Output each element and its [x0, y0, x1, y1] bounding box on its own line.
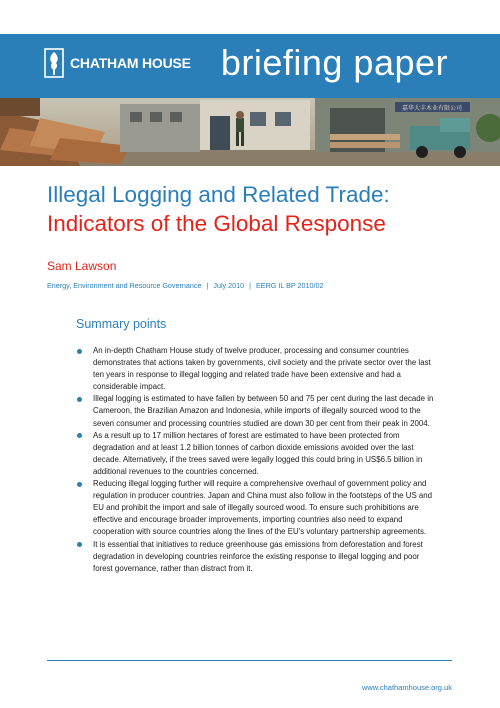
- summary-points-list: [72, 345, 434, 575]
- title-line-1: Illegal Logging and Related Trade:: [47, 182, 390, 207]
- programme-name: Energy, Environment and Resource Governance: [47, 281, 202, 290]
- document-meta: [47, 281, 324, 290]
- summary-point: [72, 393, 434, 429]
- summary-point-text: Illegal logging is estimated to have fallen by between 50 and 75 per cent during the last decade in Cameroon, the Brazilian Amazon and Indonesia, while imports of illegally sourced wood to the seven consumer and processing countries studied are down 30 per cent from their peak in 2004.: [93, 394, 434, 428]
- author-name: Sam Lawson: [47, 259, 117, 273]
- publication-date: July 2010: [213, 281, 245, 290]
- summary-heading: Summary points: [76, 317, 167, 331]
- bullet-icon: [77, 542, 82, 547]
- chatham-house-logo-icon: [44, 48, 64, 78]
- title-line-2: Indicators of the Global Response: [47, 211, 386, 236]
- bullet-icon: [77, 482, 82, 487]
- meta-separator: |: [249, 281, 252, 290]
- org-name: CHATHAM HOUSE: [70, 55, 191, 71]
- bullet-icon: [77, 433, 82, 438]
- bullet-icon: [77, 349, 82, 354]
- meta-separator: |: [206, 281, 209, 290]
- summary-point: [72, 430, 434, 478]
- summary-point: [72, 539, 434, 575]
- footer-website-link[interactable]: www.chathamhouse.org.uk: [361, 683, 452, 692]
- footer-divider: [47, 660, 452, 661]
- page-title: [47, 180, 467, 238]
- photo-sign-text: 嘉华大丰木业有限公司: [401, 105, 463, 112]
- summary-point-text: It is essential that initiatives to reduce greenhouse gas emissions from deforestation and forest degradation in developing countries reinforce the existing response to illegal logging and poor forest governance, rather than distract from it.: [93, 539, 423, 573]
- header-photo: [0, 98, 500, 166]
- summary-point: [72, 478, 434, 538]
- document-reference: EERG IL BP 2010/02: [256, 281, 324, 290]
- summary-point-text: As a result up to 17 million hectares of forest are estimated to have been protected from degradation and at least 1.2 billion tonnes of carbon dioxide emissions avoided over the last decade. Alternatively, if the trees saved were legally logged this could bring in US$6.5 billion in additional revenues to the countries concerned.: [93, 430, 423, 476]
- summary-point: [72, 345, 434, 393]
- document-type-title: briefing paper: [220, 42, 448, 83]
- bullet-icon: [77, 397, 82, 402]
- summary-point-text: An in-depth Chatham House study of twelve producer, processing and consumer countries demonstrates that actions taken by governments, civil society and the private sector over the last ten years in response to illegal logging and related trade have been extensive and had a considerable impact.: [93, 346, 431, 392]
- summary-point-text: Reducing illegal logging further will require a comprehensive overhaul of government policy and regulation in producer countries. Japan and China must also follow in the footsteps of the US and EU and prohibit the import and sale of illegally sourced wood. To ensure such prohibitions are effective and encourage broader improvements, importing countries also need to expand cooperation with source countries along the lines of the EU's voluntary partnership agreements.: [93, 479, 433, 537]
